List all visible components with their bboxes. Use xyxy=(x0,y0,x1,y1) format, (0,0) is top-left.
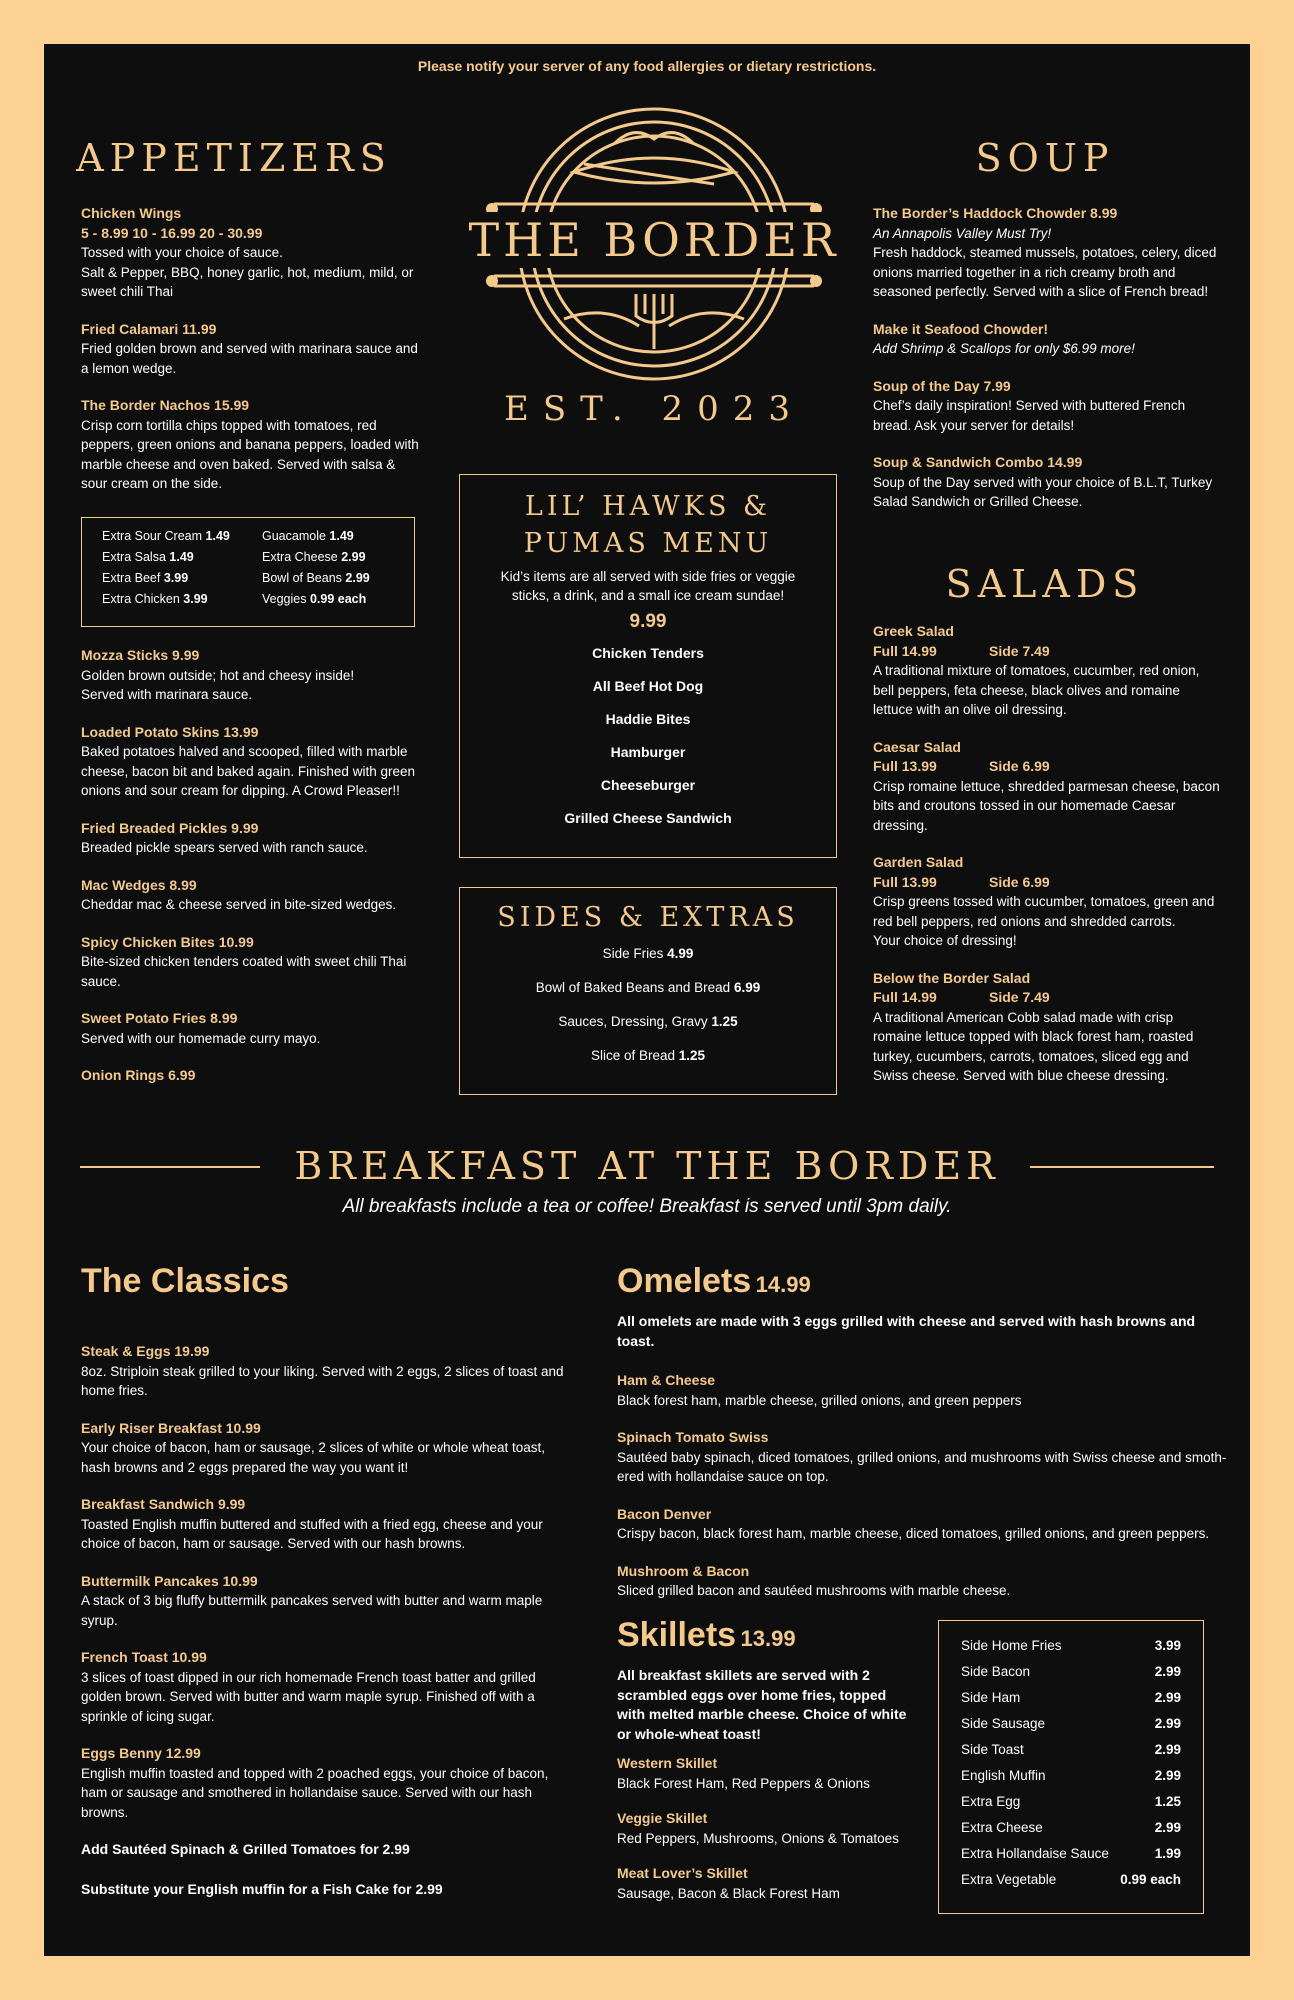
item-tagline: An Annapolis Valley Must Try! xyxy=(873,225,1052,241)
sides-label: English Muffin xyxy=(961,1768,1046,1783)
sides-price: 2.99 xyxy=(1154,1690,1181,1705)
salads-title: SALADS xyxy=(945,562,1145,606)
side-item xyxy=(460,971,836,1005)
kids-item: Cheeseburger xyxy=(600,777,696,793)
item-price-line: 5 - 8.99 10 - 16.99 20 - 30.99 xyxy=(81,224,263,241)
appetizers-title: APPETIZERS xyxy=(76,136,392,180)
sides-price: 0.99 each xyxy=(1120,1872,1181,1887)
classics-column xyxy=(81,1342,571,1899)
item-desc: Soup of the Day served with your choice of B.L.T, Turkey Salad Sandwich or Grilled Cheese. xyxy=(873,474,1213,509)
item-name: Sweet Potato Fries 8.99 xyxy=(81,1010,238,1026)
sides-label: Side Bacon xyxy=(961,1664,1031,1679)
menu-item xyxy=(617,1562,1227,1601)
extra-price: 2.99 xyxy=(341,550,366,564)
item-tagline: Add Shrimp & Scallops for only $6.99 more! xyxy=(873,341,1135,356)
item-desc: Crisp romaine lettuce, shredded parmesan cheese, bacon bits and croutons tossed in our homemade Caesar dressing. xyxy=(873,778,1220,833)
extra-item xyxy=(102,547,262,568)
item-desc: Served with our homemade curry mayo. xyxy=(81,1030,321,1046)
full-price: Full 14.99 xyxy=(873,989,937,1005)
soup-column xyxy=(873,204,1223,530)
item-desc: Served with marinara sauce. xyxy=(81,687,253,702)
extras-row xyxy=(102,547,402,568)
sides-row xyxy=(961,1711,1181,1737)
item-name: The Border’s Haddock Chowder 8.99 xyxy=(873,205,1118,221)
menu-item xyxy=(81,933,421,992)
menu-item xyxy=(81,396,421,494)
item-desc: Black forest ham, marble cheese, grilled onions, and green peppers xyxy=(617,1392,1022,1408)
menu-item xyxy=(617,1505,1227,1544)
classics-note: Add Sautéed Spinach & Grilled Tomatoes for 2.99 xyxy=(81,1841,410,1857)
breakfast-sides-box xyxy=(938,1620,1204,1914)
divider-right xyxy=(1030,1166,1214,1168)
menu-item xyxy=(873,969,1223,1086)
menu-item xyxy=(81,1066,421,1086)
sides-row xyxy=(961,1737,1181,1763)
item-desc: Cheddar mac & cheese served in bite-sized wedges. xyxy=(81,897,397,912)
sides-row xyxy=(961,1763,1181,1789)
item-name: The Border Nachos 15.99 xyxy=(81,397,250,413)
divider-left xyxy=(80,1166,260,1168)
item-sizes xyxy=(873,757,1223,777)
menu-item xyxy=(81,1648,571,1726)
extras-grid xyxy=(102,526,402,610)
kids-menu-box xyxy=(459,474,837,858)
sides-row xyxy=(961,1815,1181,1841)
item-name: Loaded Potato Skins 13.99 xyxy=(81,723,259,740)
side-price: 6.99 xyxy=(733,980,761,995)
full-price: Full 14.99 xyxy=(873,642,937,659)
sides-row xyxy=(961,1685,1181,1711)
side-item xyxy=(460,937,836,971)
breakfast-sides-list xyxy=(939,1621,1203,1893)
side-price: Side 6.99 xyxy=(989,873,1050,890)
item-desc: Tossed with your choice of sauce. xyxy=(81,245,283,260)
omelets-heading xyxy=(617,1262,811,1301)
item-name: Make it Seafood Chowder! xyxy=(873,320,1049,337)
skillets-heading xyxy=(617,1616,796,1655)
menu-panel xyxy=(44,44,1250,1956)
sides-row xyxy=(961,1789,1181,1815)
classics-title: The Classics xyxy=(81,1262,289,1300)
extra-label: Extra Beef xyxy=(102,571,161,585)
sides-label: Side Sausage xyxy=(961,1716,1046,1731)
skillets-price: 13.99 xyxy=(740,1626,796,1651)
extra-item xyxy=(262,568,370,589)
item-name: Western Skillet xyxy=(617,1755,718,1771)
skillets-intro: All breakfast skillets are served with 2 scrambled eggs over home fries, topped with melted marble cheese. Choice of white or whole-wheat toast! xyxy=(617,1667,907,1742)
kids-item: Chicken Tenders xyxy=(592,645,704,661)
menu-item xyxy=(617,1371,1227,1410)
item-desc: Crisp corn tortilla chips topped with tomatoes, red peppers, green onions and banana peppers, loaded with marble cheese and oven baked. Served with salsa & sour cream on the side. xyxy=(81,417,419,491)
item-name: Soup of the Day 7.99 xyxy=(873,377,1011,394)
side-item xyxy=(460,1005,836,1039)
omelets-column xyxy=(617,1312,1227,1619)
item-name: Below the Border Salad xyxy=(873,969,1031,986)
sides-row xyxy=(961,1633,1181,1659)
sides-price: 2.99 xyxy=(1154,1716,1181,1731)
sides-row xyxy=(961,1867,1181,1893)
menu-item xyxy=(81,1009,421,1048)
extra-item xyxy=(262,526,354,547)
item-sizes xyxy=(873,873,1223,893)
item-name: Buttermilk Pancakes 10.99 xyxy=(81,1572,258,1589)
sides-label: Side Home Fries xyxy=(961,1638,1062,1653)
side-price: 1.25 xyxy=(711,1014,738,1029)
side-label: Side Fries xyxy=(602,946,664,961)
kids-menu-title-line2: PUMAS MENU xyxy=(523,528,773,559)
kids-menu-title-line1: LIL’ HAWKS & xyxy=(524,491,772,522)
item-name: Eggs Benny 12.99 xyxy=(81,1745,201,1761)
item-name: Veggie Skillet xyxy=(617,1810,708,1826)
menu-item xyxy=(617,1754,917,1793)
menu-item xyxy=(873,320,1223,359)
item-desc: Golden brown outside; hot and cheesy inside! xyxy=(81,667,355,683)
sides-label: Side Toast xyxy=(961,1742,1024,1757)
item-desc: A traditional American Cobb salad made with crisp romaine lettuce topped with black forest ham, roasted turkey, cucumbers, carrots, tomatoes, sliced egg and Swiss cheese. Served with blue cheese dressing. xyxy=(873,1009,1194,1083)
item-desc: Sausage, Bacon & Black Forest Ham xyxy=(617,1885,840,1901)
allergy-notice: Please notify your server of any food allergies or dietary restrictions. xyxy=(417,58,877,74)
appetizers-column-2 xyxy=(81,646,421,1104)
extra-label: Extra Sour Cream xyxy=(102,529,203,543)
extra-label: Extra Cheese xyxy=(262,550,338,564)
sides-price: 2.99 xyxy=(1154,1742,1181,1757)
menu-item xyxy=(81,1744,571,1822)
item-name: Mac Wedges 8.99 xyxy=(81,876,197,893)
item-name: Mushroom & Bacon xyxy=(617,1562,750,1579)
extra-item xyxy=(262,547,366,568)
soup-title: SOUP xyxy=(975,136,1115,180)
menu-item xyxy=(81,204,421,302)
sides-price: 2.99 xyxy=(1154,1664,1181,1679)
menu-item xyxy=(617,1428,1227,1487)
item-name: Fried Calamari 11.99 xyxy=(81,320,217,337)
side-price: Side 7.49 xyxy=(989,642,1050,659)
menu-item xyxy=(873,204,1223,302)
item-name: Garden Salad xyxy=(873,854,964,870)
item-desc: Black Forest Ham, Red Peppers & Onions xyxy=(617,1775,870,1791)
menu-item xyxy=(873,377,1223,436)
omelets-title: Omelets xyxy=(617,1262,752,1300)
item-name: Onion Rings 6.99 xyxy=(81,1067,196,1083)
item-desc: Fresh haddock, steamed mussels, potatoes, celery, diced onions married together in a rich creamy broth and seasoned perfectly. Served with a slice of French bread! xyxy=(873,245,1217,299)
extra-item xyxy=(262,589,366,610)
menu-item xyxy=(81,1572,571,1631)
item-desc: Your choice of bacon, ham or sausage, 2 slices of white or whole wheat toast, hash browns and 2 eggs prepared the way you want it! xyxy=(81,1440,546,1475)
extras-row xyxy=(102,526,402,547)
extra-price: 1.49 xyxy=(329,529,354,543)
menu-item xyxy=(81,320,421,379)
item-desc: Salt & Pepper, BBQ, honey garlic, hot, medium, mild, or sweet chili Thai xyxy=(81,264,414,299)
kids-menu-price: 9.99 xyxy=(629,611,667,632)
item-desc: A stack of 3 big fluffy buttermilk pancakes served with butter and warm maple syrup. xyxy=(81,1593,543,1628)
menu-item xyxy=(81,646,421,705)
item-sizes xyxy=(873,642,1223,662)
side-price: 1.25 xyxy=(678,1048,706,1063)
full-price: Full 13.99 xyxy=(873,758,937,774)
sides-price: 3.99 xyxy=(1154,1638,1181,1653)
item-desc: Toasted English muffin buttered and stuffed with a fried egg, cheese and your choice of bacon, ham or sausage. Served with our hash browns. xyxy=(81,1516,543,1551)
item-name: Early Riser Breakfast 10.99 xyxy=(81,1419,261,1436)
item-desc: 3 slices of toast dipped in our rich homemade French toast batter and grilled golden brown. Served with butter and warm maple syrup. Finished off with a sprinkle of icing sugar. xyxy=(81,1669,536,1724)
item-desc: Chef’s daily inspiration! Served with buttered French bread. Ask your server for details! xyxy=(873,398,1186,433)
item-name: Spicy Chicken Bites 10.99 xyxy=(81,933,254,950)
menu-item xyxy=(873,738,1223,836)
item-name: Mozza Sticks 9.99 xyxy=(81,647,200,663)
extra-label: Guacamole xyxy=(262,529,326,543)
nachos-extras-box xyxy=(81,517,415,627)
side-price: Side 6.99 xyxy=(989,758,1050,774)
side-price: Side 7.49 xyxy=(989,989,1050,1005)
sides-price: 1.25 xyxy=(1154,1794,1181,1809)
extra-label: Veggies xyxy=(262,592,307,606)
sides-price: 1.99 xyxy=(1154,1846,1181,1861)
logo xyxy=(464,104,844,484)
sides-label: Extra Hollandaise Sauce xyxy=(961,1846,1109,1861)
side-price: 4.99 xyxy=(667,946,694,961)
sides-row xyxy=(961,1659,1181,1685)
menu-item xyxy=(873,853,1223,951)
sides-label: Extra Cheese xyxy=(961,1820,1043,1835)
menu-item xyxy=(873,453,1223,512)
side-label: Bowl of Baked Beans and Bread xyxy=(535,980,731,995)
extras-row xyxy=(102,589,402,610)
item-name: Chicken Wings xyxy=(81,205,182,221)
extra-price: 2.99 xyxy=(345,571,370,585)
item-name: Bacon Denver xyxy=(617,1505,712,1522)
item-name: Greek Salad xyxy=(873,623,954,639)
appetizers-column xyxy=(81,204,421,512)
item-desc: A traditional mixture of tomatoes, cucumber, red onion, bell peppers, feta cheese, black olives and romaine lettuce with an olive oil dressing. xyxy=(873,663,1200,717)
omelets-intro: All omelets are made with 3 eggs grilled with cheese and served with hash browns and toast. xyxy=(617,1313,1196,1349)
extra-price: 1.49 xyxy=(169,550,194,564)
item-name: Fried Breaded Pickles 9.99 xyxy=(81,819,259,836)
item-desc: English muffin toasted and topped with 2 poached eggs, your choice of bacon, ham or sausage and smothered in hollandaise sauce. Served with our hash browns. xyxy=(81,1765,549,1820)
kids-item: Grilled Cheese Sandwich xyxy=(564,810,732,826)
menu-item xyxy=(81,1495,571,1554)
extra-label: Bowl of Beans xyxy=(262,571,342,585)
skillets-column xyxy=(617,1666,917,1921)
sides-label: Extra Egg xyxy=(961,1794,1021,1809)
item-desc: Fried golden brown and served with marinara sauce and a lemon wedge. xyxy=(81,341,418,376)
kids-item: Haddie Bites xyxy=(605,711,691,727)
extra-price: 3.99 xyxy=(163,571,189,585)
extra-price: 1.49 xyxy=(205,529,230,543)
item-desc: Red Peppers, Mushrooms, Onions & Tomatoes xyxy=(617,1830,899,1846)
skillets-title: Skillets xyxy=(617,1616,737,1654)
menu-item xyxy=(81,876,421,915)
sides-price: 2.99 xyxy=(1154,1820,1181,1835)
sides-extras-title: SIDES & EXTRAS xyxy=(497,902,799,933)
breakfast-title: BREAKFAST AT THE BORDER xyxy=(294,1144,1000,1188)
kids-item: All Beef Hot Dog xyxy=(592,678,704,694)
item-desc: Your choice of dressing! xyxy=(873,933,1017,948)
extra-price: 3.99 xyxy=(183,592,208,606)
item-desc: Baked potatoes halved and scooped, filled with marble cheese, bacon bit and baked again. Finished with green onions and sour cream for dipping. A Crowd Pleaser!! xyxy=(81,744,415,798)
item-desc: Crispy bacon, black forest ham, marble cheese, diced tomatoes, grilled onions, and green peppers. xyxy=(617,1526,1210,1541)
side-item xyxy=(460,1039,836,1073)
item-desc: Sliced grilled bacon and sautéed mushrooms with marble cheese. xyxy=(617,1583,1011,1598)
kids-item: Hamburger xyxy=(610,744,686,760)
logo-name: THE BORDER xyxy=(454,212,854,268)
breakfast-subtitle: All breakfasts include a tea or coffee! Breakfast is served until 3pm daily. xyxy=(342,1196,952,1217)
sides-label: Side Ham xyxy=(961,1690,1021,1705)
item-name: Soup & Sandwich Combo 14.99 xyxy=(873,454,1083,470)
logo-established: EST. 2023 xyxy=(504,389,804,429)
extras-row xyxy=(102,568,402,589)
item-name: Breakfast Sandwich 9.99 xyxy=(81,1496,246,1512)
item-sizes xyxy=(873,988,1223,1008)
item-desc: Sautéed baby spinach, diced tomatoes, grilled onions, and mushrooms with Swiss cheese and smoth-ered with hollandaise sauce on top. xyxy=(617,1449,1227,1484)
sides-extras-box xyxy=(459,887,837,1095)
menu-item xyxy=(617,1864,917,1903)
item-name: Ham & Cheese xyxy=(617,1372,716,1388)
menu-item xyxy=(81,819,421,858)
full-price: Full 13.99 xyxy=(873,873,937,890)
extra-item xyxy=(102,526,262,547)
menu-item xyxy=(81,723,421,801)
menu-item xyxy=(81,1342,571,1401)
extra-item xyxy=(102,589,262,610)
item-name: Spinach Tomato Swiss xyxy=(617,1429,769,1445)
menu-item xyxy=(873,622,1223,720)
menu-item xyxy=(81,1419,571,1478)
item-desc: Bite-sized chicken tenders coated with sweet chili Thai sauce. xyxy=(81,954,407,989)
menu-item xyxy=(617,1809,917,1848)
item-name: Meat Lover’s Skillet xyxy=(617,1865,748,1881)
extra-label: Extra Salsa xyxy=(102,550,166,564)
item-desc: Crisp greens tossed with cucumber, tomatoes, green and red bell peppers, red onions and shredded carrots. xyxy=(873,894,1215,929)
salads-column xyxy=(873,622,1223,1104)
extra-price: 0.99 each xyxy=(309,592,367,606)
side-label: Sauces, Dressing, Gravy xyxy=(558,1014,708,1029)
classics-note: Substitute your English muffin for a Fish Cake for 2.99 xyxy=(81,1880,443,1897)
extra-label: Extra Chicken xyxy=(102,592,180,606)
kids-menu-desc: Kid’s items are all served with side fries or veggie sticks, a drink, and a small ice cream sundae! xyxy=(500,569,796,603)
item-name: Steak & Eggs 19.99 xyxy=(81,1343,210,1359)
omelets-price: 14.99 xyxy=(755,1272,811,1297)
item-name: Caesar Salad xyxy=(873,738,961,755)
extra-item xyxy=(102,568,262,589)
item-desc: 8oz. Striploin steak grilled to your liking. Served with 2 eggs, 2 slices of toast and home fries. xyxy=(81,1363,564,1398)
sides-label: Extra Vegetable xyxy=(961,1872,1057,1887)
sides-row xyxy=(961,1841,1181,1867)
item-name: French Toast 10.99 xyxy=(81,1649,207,1665)
side-label: Slice of Bread xyxy=(590,1048,675,1063)
item-desc: Breaded pickle spears served with ranch sauce. xyxy=(81,840,368,855)
sides-price: 2.99 xyxy=(1154,1768,1181,1783)
